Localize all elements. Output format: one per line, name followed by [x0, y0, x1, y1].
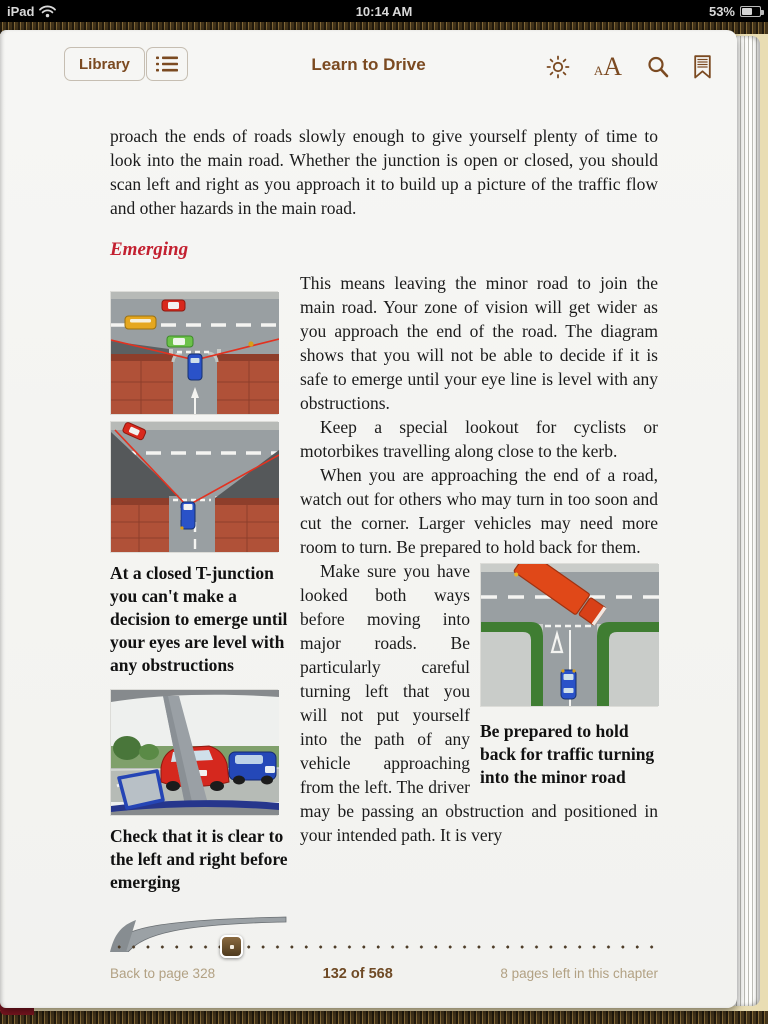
illustration-closed-t-junction [110, 421, 278, 553]
paragraph-2: Keep a special lookout for cyclists or motorbikes travelling along close to the kerb. [300, 417, 658, 461]
status-device-label: iPad [7, 3, 35, 19]
paragraph-4: Make sure you have looked both ways before moving into major roads. Be particularly careful turning left that you will not put yourself into the path of any vehicle approaching from the left. The driver may be passing an obstruction and positioned in your intended path. It is very [300, 561, 658, 845]
book-page [0, 30, 737, 1008]
font-size-icon: A [593, 63, 604, 78]
figure-lorry-turning [480, 563, 658, 789]
status-bar [0, 0, 768, 22]
pages-left-label: 8 pages left in this chapter [500, 966, 658, 981]
wooden-shelf-bottom [0, 1011, 768, 1024]
page-scrubber[interactable] [112, 945, 656, 949]
intro-paragraph: proach the ends of roads slowly enough to give yourself plenty of time to look into the main road. Whether the junction is open or closed, you should scan left and right as you approach it to build up a picture of the traffic flow and other hazards in the main road. [110, 126, 658, 218]
brightness-button[interactable] [546, 55, 570, 79]
closed-t-junction-diagram-icon [111, 422, 279, 552]
scrubber-thumb[interactable] [220, 935, 243, 958]
lorry-turning-diagram-icon [481, 564, 659, 706]
paragraph-1: This means leaving the minor road to join the main road. Your zone of vision will get wider as you approach the end of the road. The diagram shows that you will not be able to decide if it is safe to emerge until your eye line is level with any obstructions. [300, 273, 658, 413]
status-battery-percent: 53% [708, 3, 735, 19]
back-to-page-link[interactable]: Back to page 328 [110, 966, 216, 981]
search-icon [646, 55, 670, 79]
illustration-open-t-junction [110, 291, 278, 415]
left-column [110, 271, 290, 952]
page-content [110, 124, 658, 952]
search-button[interactable] [646, 55, 670, 79]
open-t-junction-diagram-icon [111, 292, 279, 414]
blue-car [561, 669, 576, 699]
bookmark-icon [694, 55, 711, 79]
bookmark-button[interactable] [694, 55, 711, 79]
paragraph-3: When you are approaching the end of a road, watch out for others who may turn in too soon and cut the corner. Larger vehicles may need more room to turn. Be prepared to hold back for them. [300, 465, 658, 557]
status-time: 10:14 AM [355, 3, 413, 19]
page-stack-edges [733, 36, 760, 1006]
illustration-windscreen-view [110, 689, 278, 816]
library-button[interactable]: Library [64, 47, 145, 81]
book-title: Learn to Drive [311, 55, 426, 74]
page-footer [110, 945, 658, 982]
caption-windscreen: Check that it is clear to the left and right before emerging [110, 826, 288, 892]
right-column [300, 271, 658, 952]
caption-lorry: Be prepared to hold back for traffic turning into the minor road [480, 721, 655, 787]
brightness-sun-icon [546, 55, 570, 79]
page-position-label: 132 of 568 [322, 966, 393, 982]
font-size-button[interactable]: A A [593, 52, 622, 81]
caption-closed-junction: At a closed T-junction you can't make a decision to emerge until your eyes are level with any obstructions [110, 563, 288, 675]
windscreen-view-diagram-icon [111, 690, 279, 815]
blue-car [229, 752, 276, 785]
section-heading: Emerging [110, 239, 189, 260]
reader-toolbar [0, 47, 737, 87]
battery-icon [740, 6, 761, 17]
